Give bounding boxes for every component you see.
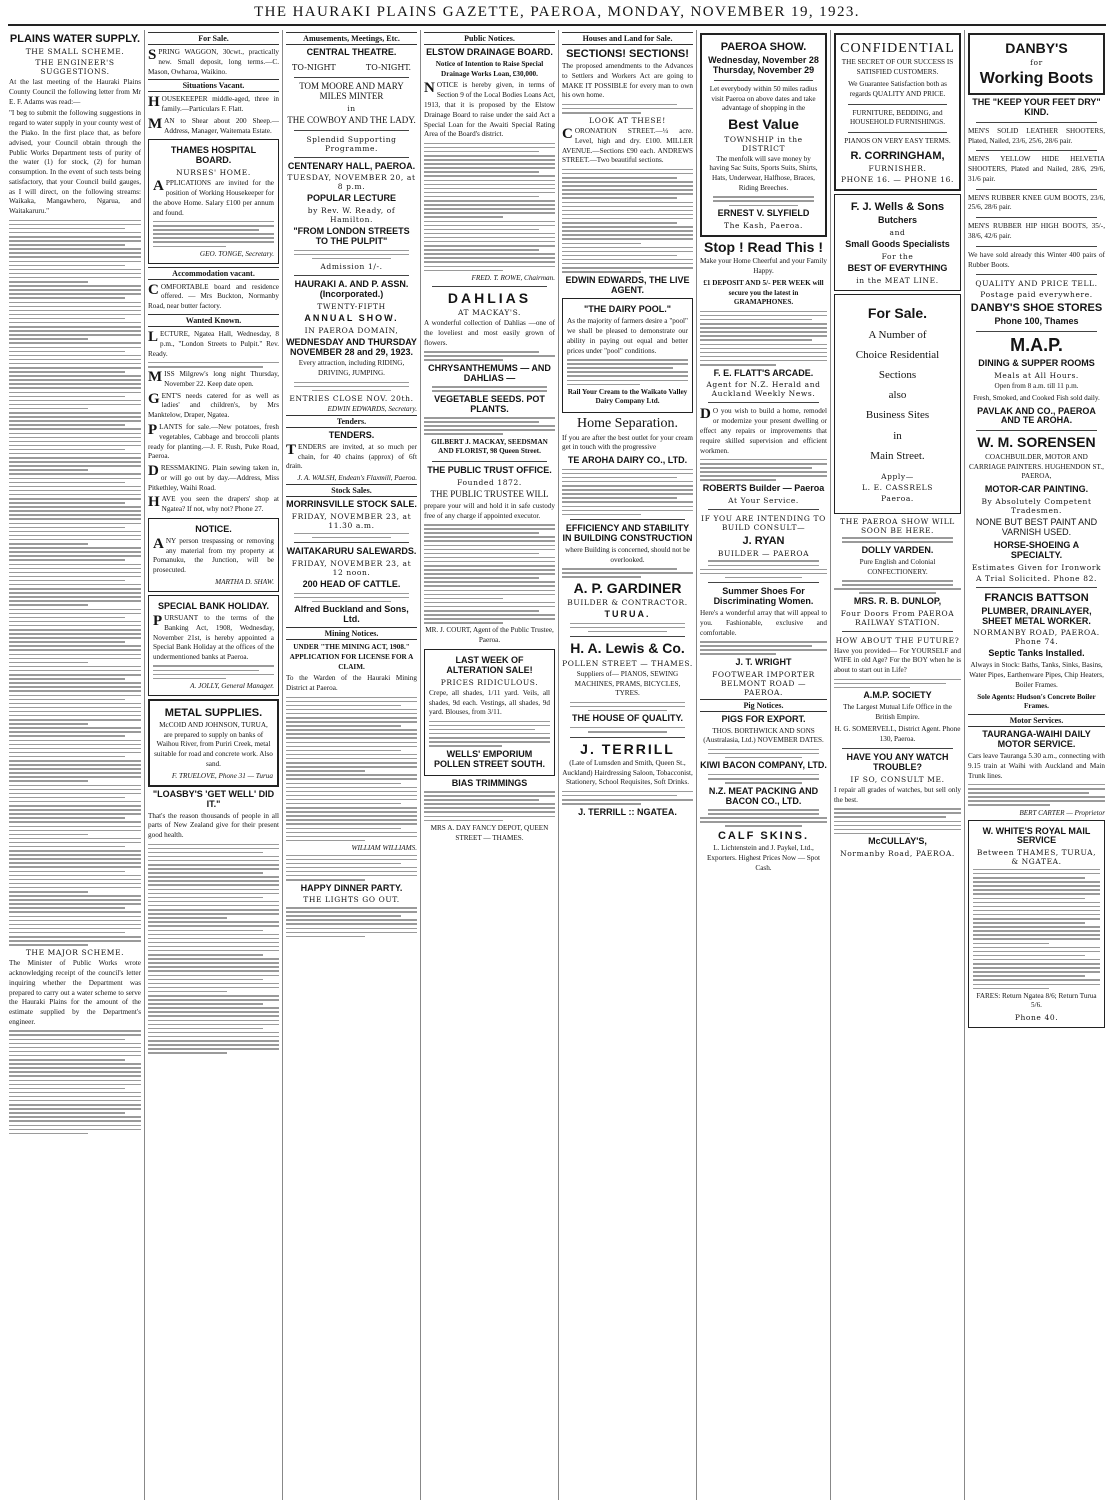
article-paragraph: The Minister of Public Works wrote acknowledging receipt of the council's letter inquiring whether the Department was prepared to carry out a water scheme to serve the Hauraki Plains for the amount of the estimate supplied by the Department's engineer. bbox=[9, 959, 141, 1026]
column-3 bbox=[282, 30, 420, 1500]
roberts-name: ROBERTS Builder — Paeroa bbox=[702, 482, 825, 493]
ad-town: Paeroa. bbox=[881, 493, 914, 503]
mackay-signature: GILBERT J. MACKAY, SEEDSMAN AND FLORIST, 98 Queen Street. bbox=[431, 437, 548, 456]
paeroa-show-ad bbox=[700, 33, 827, 237]
shoes-text: Here's a wonderful array that will appeal to you. Fashionable, exclusive and comfortable. bbox=[700, 609, 827, 637]
home-separation-title: Home Separation. bbox=[576, 416, 679, 432]
ad-line: Business Sites bbox=[865, 409, 930, 422]
lewis-address: POLLEN STREET — THAMES. bbox=[562, 658, 693, 668]
battson-address: NORMANBY ROAD, PAEROA. Phone 74. bbox=[973, 628, 1100, 647]
masthead: THE HAURAKI PLAINS GAZETTE, PAEROA, MONDAY, NOVEMBER 19, 1923. bbox=[254, 4, 860, 20]
ad-text: The menfolk will save money by having Sac Suits, Sports Suits, Shirts, Hats, Underwear, Halfhose, Braces, Riding Breeches. bbox=[709, 154, 818, 192]
show-soon: THE PAEROA SHOW WILL SOON BE HERE. bbox=[840, 516, 955, 535]
aroha-dairy: TE AROHA DAIRY CO., LTD. bbox=[567, 455, 688, 466]
tenders-text: TENDERS are invited, at so much per chain, for 40 chains (approx) of 6ft drain. bbox=[286, 441, 417, 471]
ad-text: THE SECRET OF OUR SUCCESS IS SATISFIED CUSTOMERS. bbox=[841, 58, 954, 77]
notice-signature: FRED. T. ROWE, Chairman. bbox=[471, 273, 555, 282]
article-paragraph: That's the reason thousands of people in all parts of New Zealand give for their present good health. bbox=[148, 811, 279, 840]
sole-agents: Sole Agents: Hudson's Concrete Boiler Frames. bbox=[977, 692, 1096, 711]
ad-title: CONFIDENTIAL bbox=[840, 41, 955, 56]
sections-look: LOOK AT THESE! bbox=[589, 116, 666, 126]
ad-signature: Rail Your Cream to the Waikato Valley Dairy Company Ltd. bbox=[567, 387, 688, 406]
classified-ad: MAN to Shear about 200 Sheep.—Address, Manager, Waitemata Estate. bbox=[148, 115, 279, 135]
article-title: "LOASBY'S 'GET WELL' DID IT." bbox=[152, 788, 275, 809]
vegetable-seeds: VEGETABLE SEEDS. POT PLANTS. bbox=[434, 393, 545, 414]
boots-sold: We have sold already this Winter 400 pairs of Rubber Boots. bbox=[968, 250, 1105, 269]
notice-signature: GEO. TONGE, Secretary. bbox=[199, 249, 274, 258]
pigs-title: PIGS FOR EXPORT. bbox=[721, 713, 806, 724]
tauranga-text: Cars leave Tauranga 5.30 a.m., connecting with 9.15 train at Waihi with Auckland and Main Trunk lines. bbox=[968, 752, 1105, 780]
boots-quality: QUALITY AND PRICE TELL. bbox=[975, 279, 1098, 289]
gardiner-town: TURUA. bbox=[604, 609, 651, 620]
ad-route: Between THAMES, TURUA, & NGATEA. bbox=[976, 848, 1097, 867]
cassrels-ad bbox=[834, 294, 961, 514]
amp-text: The Largest Mutual Life Office in the British Empire. bbox=[843, 703, 952, 721]
ad-date: Wednesday, November 28 Thursday, November 29 bbox=[708, 55, 819, 75]
wells-ad bbox=[834, 194, 961, 291]
lecture-title: POPULAR LECTURE bbox=[306, 193, 396, 204]
ad-text: As the majority of farmers desire a "pool" we shall be pleased to demonstrate our ability in paying out equal and better prices under "pool" conditions. bbox=[567, 317, 688, 355]
mccullay-name: McCULLAY'S, bbox=[868, 836, 927, 847]
roberts-sub: At Your Service. bbox=[728, 495, 799, 505]
shoes-title: Summer Shoes For Discriminating Women. bbox=[713, 586, 814, 607]
sections-list: CORONATION STREET.—¼ acre. Level, high and dry. £100. MILLER AVENUE.—Sections £90 each. ANDREWS STREET.—Two beautiful sections. bbox=[562, 126, 693, 165]
column-6 bbox=[696, 30, 830, 1500]
ad-trade: FURNISHER. bbox=[868, 163, 927, 173]
stock-sale-date: FRIDAY, NOVEMBER 23, at 11.30 a.m. bbox=[291, 512, 412, 531]
section-header: Accommodation vacant. bbox=[148, 267, 279, 280]
home-separation-text: If you are after the best outlet for your cream get in touch with the progressive bbox=[562, 433, 693, 452]
map-dining: DINING & SUPPER ROOMS bbox=[978, 358, 1095, 369]
map-fish: Fresh, Smoked, and Cooked Fish sold daily. bbox=[973, 393, 1100, 402]
battson-name: FRANCIS BATTSON bbox=[984, 591, 1089, 604]
classified-ad: COMFORTABLE board and residence offered. — Mrs Buckton, Normanby Road, near butter factory. bbox=[148, 281, 279, 311]
gramophone-offer: £1 DEPOSIT AND 5/- PER WEEK will secure you the latest in GRAMAPHONES. bbox=[703, 278, 824, 307]
tauranga-service: TAURANGA-WAIHI DAILY MOTOR SERVICE. bbox=[982, 729, 1091, 750]
trust-signature: MR. J. COURT, Agent of the Public Trustee, Paeroa. bbox=[425, 626, 554, 645]
notice-text: NOTICE is hereby given, in terms of Section 9 of the Local Bodies Loans Act, 1913, that it is proposed by the Elstow Drainage Board to raise under the said Act a Special Loan for the Awaiti Special Rating Area of the Board's district. bbox=[424, 80, 556, 139]
ad-company: R. CORRINGHAM, bbox=[850, 149, 945, 162]
ryan-name: J. RYAN bbox=[742, 534, 785, 547]
show-location: IN PAEROA DOMAIN, bbox=[304, 325, 399, 335]
dunlop-name: MRS. R. B. DUNLOP, bbox=[853, 595, 942, 606]
show-date: WEDNESDAY AND THURSDAY NOVEMBER 28 and 29, 1923. bbox=[286, 336, 417, 357]
article-title: PLAINS WATER SUPPLY. bbox=[9, 33, 141, 45]
stock-sale: MORRINSVILLE STOCK SALE. bbox=[286, 499, 417, 510]
ad-text: McCOID AND JOHNSON, TURUA, are prepared to supply on banks of Waihou River, from Puriri Creek, metal suitable for road and concrete work. Also sand. bbox=[154, 720, 273, 769]
alteration-sale-ad bbox=[424, 649, 555, 776]
article-subtitle: THE MAJOR SCHEME. bbox=[25, 948, 125, 958]
stock-cattle: 200 HEAD OF CATTLE. bbox=[302, 579, 401, 590]
motor-painting: MOTOR-CAR PAINTING. bbox=[984, 484, 1089, 495]
notice-subtitle: NURSES' HOME. bbox=[176, 168, 251, 178]
section-header: Pig Notices. bbox=[700, 699, 827, 712]
admission: Admission 1/-. bbox=[320, 262, 383, 271]
ad-agent: L. E. CASSRELS bbox=[862, 482, 933, 492]
ad-apply: Apply— bbox=[881, 471, 914, 481]
ad-title: PAEROA SHOW. bbox=[720, 41, 807, 53]
sections-agent: EDWIN EDWARDS, THE LIVE AGENT. bbox=[565, 274, 690, 295]
theatre-name: CENTRAL THEATRE. bbox=[306, 47, 397, 57]
section-header: Wanted Known. bbox=[148, 314, 279, 327]
ad-title: W. WHITE'S ROYAL MAIL SERVICE bbox=[982, 825, 1091, 846]
lewis-text: Suppliers of— PIANOS, SEWING MACHINES, PRAMS, BICYCLES, TYRES. bbox=[574, 669, 681, 698]
wright-sub: FOOTWEAR IMPORTER BELMONT ROAD — PAEROA. bbox=[712, 669, 815, 697]
notice-title: NOTICE. bbox=[195, 524, 232, 535]
article-subtitle: THE SMALL SCHEME. bbox=[25, 47, 125, 57]
dunlop-location: Four Doors From PAEROA RAILWAY STATION. bbox=[840, 608, 955, 627]
section-header: Stock Sales. bbox=[286, 484, 417, 497]
future-title: HOW ABOUT THE FUTURE? bbox=[835, 635, 960, 645]
dahlias-title: DAHLIAS bbox=[447, 289, 532, 306]
column-2 bbox=[144, 30, 282, 1500]
ad-title: LAST WEEK OF ALTERATION SALE! bbox=[446, 654, 533, 675]
ad-and: and bbox=[889, 227, 906, 237]
lewis-name: H. A. Lewis & Co. bbox=[570, 640, 685, 657]
gardiner-sub: BUILDER & CONTRACTOR. bbox=[567, 598, 688, 608]
stop-text: Make your Home Cheerful and your Family Happy. bbox=[700, 257, 827, 276]
mining-heading: UNDER "THE MINING ACT, 1908." APPLICATION FOR LICENSE FOR A CLAIM. bbox=[289, 643, 414, 671]
sections-title: SECTIONS! SECTIONS! bbox=[566, 48, 689, 60]
gardiner-name: A. P. GARDINER bbox=[573, 579, 682, 596]
show-signature: EDWIN EDWARDS, Secretary. bbox=[327, 404, 417, 413]
trial: A Trial Solicited. Phone 82. bbox=[976, 573, 1097, 583]
trust-founded: Founded 1872. bbox=[457, 478, 522, 488]
show-number: TWENTY-FIFTH bbox=[317, 301, 386, 311]
ad-phone: PHONE 16. — PHONE 16. bbox=[840, 174, 955, 184]
terrill-signature: J. TERRILL :: NGATEA. bbox=[578, 806, 677, 817]
ryan-text: IF YOU ARE INTENDING TO BUILD CONSULT— bbox=[701, 513, 826, 532]
ad-meat: in the MEAT LINE. bbox=[856, 275, 939, 285]
show-events: Every attraction, including RIDING, DRIVING, JUMPING. bbox=[298, 359, 405, 378]
lewis-quality: THE HOUSE OF QUALITY. bbox=[571, 713, 683, 724]
ad-title: For Sale. bbox=[867, 304, 928, 321]
notice-subtitle: Notice of Intention to Raise Special Drainage Works Loan, £30,000. bbox=[435, 59, 544, 78]
estimates: Estimates Given for Ironwork bbox=[971, 562, 1102, 572]
section-header: Mining Notices. bbox=[286, 627, 417, 640]
column-8 bbox=[964, 30, 1108, 1500]
ad-title: METAL SUPPLIES. bbox=[164, 706, 263, 719]
notice-title: SPECIAL BANK HOLIDAY. bbox=[157, 601, 270, 612]
mining-signature: WILLIAM WILLIAMS. bbox=[351, 843, 417, 852]
hall-name: CENTENARY HALL, PAEROA. bbox=[287, 160, 416, 171]
classified-ad: PLANTS for sale.—New potatoes, fresh vegetables, Cabbage and broccoli plants ready for planting.—J. F. Rush, Puke Road, Paeroa. bbox=[148, 422, 279, 461]
amp-agent: H. G. SOMERVELL, District Agent. Phone 130, Paeroa. bbox=[834, 724, 961, 743]
show-entries: ENTRIES CLOSE NOV. 20th. bbox=[289, 393, 414, 403]
ad-text: We Guarantee Satisfaction both as regards QUALITY AND PRICE. bbox=[848, 79, 947, 98]
column-5 bbox=[558, 30, 696, 1500]
nz-meat: N.Z. MEAT PACKING AND BACON CO., LTD. bbox=[708, 785, 819, 806]
notice-signature: A. JOLLY, General Manager. bbox=[190, 681, 274, 690]
notice-text: APPLICATIONS are invited for the position of Working Housekeeper for the above Home. Salary £100 per annum and found. bbox=[153, 178, 274, 217]
map-meals: Meals at All Hours. bbox=[994, 371, 1079, 381]
shoe-stores: DANBY'S SHOE STORES bbox=[970, 302, 1103, 315]
ad-trade: Small Goods Specialists bbox=[845, 238, 950, 249]
ad-company: F. J. Wells & Sons bbox=[850, 200, 945, 213]
article-subtitle: THE ENGINEER'S SUGGESTIONS. bbox=[35, 58, 115, 77]
dolly-varden: DOLLY VARDEN. bbox=[861, 544, 934, 555]
ad-highlight: Working Boots bbox=[979, 70, 1094, 88]
chrysanthemums: CHRYSANTHEMUMS — AND DAHLIAS — bbox=[428, 362, 551, 383]
trust-trustee: THE PUBLIC TRUSTEE WILL bbox=[430, 489, 549, 500]
assn-name: HAURAKI A. AND P. ASSN. (Incorporated.) bbox=[294, 279, 409, 299]
stock-sale: WAITAKARURU SALEWARDS. bbox=[286, 546, 417, 557]
notice-title: THAMES HOSPITAL BOARD. bbox=[170, 145, 257, 166]
ad-text: PIANOS ON VERY EASY TERMS. bbox=[844, 137, 951, 146]
show-title: ANNUAL SHOW. bbox=[304, 312, 399, 323]
classified-ad: HOUSEKEEPER middle-aged, three in family.—Particulars F. Flatt. bbox=[148, 94, 279, 114]
bias-signature: MRS A. DAY FANCY DEPOT, QUEEN STREET — THAMES. bbox=[430, 823, 549, 842]
notice-signature: MARTHA D. SHAW. bbox=[215, 578, 274, 587]
ad-for: For the bbox=[881, 251, 914, 261]
ad-text: Crepe, all shades, 1/11 yard. Veils, all shades, 9d each. Vestings, all shades, 9d yard. Blouses, from 3/11. bbox=[429, 688, 550, 717]
stock-list: Always in Stock: Baths, Tanks, Sinks, Basins, Water Pipes, Earthenware Pipes, Chip Heaters, Boiler Frames. bbox=[969, 661, 1104, 689]
tenders-signature: J. A. WALSH, Endean's Flaxmill, Paeroa. bbox=[297, 474, 417, 483]
article-paragraph: "I beg to submit the following suggestions in regard to water supply in your county west of the Piako. In the first place that, as before advised, your Council obtain through the Public Works Department tests of purity of the water (1) for stock, (2) for human consumption. In the event of such tests being satisfactory, that your Council build gauges, as I will direct, on the following streams: Waikaka, Mangawhero, Ngarua, and Waitakaruru." bbox=[9, 109, 141, 216]
ad-trade: Butchers bbox=[877, 215, 917, 226]
watch-text: I repair all grades of watches, but sell only the best. bbox=[834, 786, 961, 804]
flatt-arcade: F. E. FLATT'S ARCADE. bbox=[713, 367, 814, 378]
section-header: Tenders. bbox=[286, 415, 417, 428]
film-support: Splendid Supporting Programme. bbox=[306, 134, 397, 153]
corringham-ad bbox=[834, 33, 961, 191]
metal-supplies-ad bbox=[148, 699, 279, 787]
dahlias-text: A wonderful collection of Dahlias —one of the loveliest and most easily grown of flowers. bbox=[424, 319, 555, 347]
amp-society: A.M.P. SOCIETY bbox=[863, 690, 932, 701]
sorensen-name: W. M. SORENSEN bbox=[977, 434, 1096, 451]
flatt-agent: Agent for N.Z. Herald and Auckland Weekly News. bbox=[706, 380, 821, 399]
film-title: THE COWBOY AND THE LADY. bbox=[287, 114, 416, 125]
ad-line: A Number of bbox=[868, 329, 927, 342]
section-header: Motor Services. bbox=[968, 714, 1105, 727]
terrill-name: J. TERRILL bbox=[580, 740, 675, 757]
notice-text: ANY person trespassing or removing any material from my property at Pomanuku, the Junction, will be prosecuted. bbox=[153, 535, 274, 575]
bank-holiday-notice bbox=[148, 595, 279, 696]
dairy-pool-ad bbox=[562, 298, 693, 413]
map-title: M.A.P. bbox=[1010, 335, 1063, 356]
mccullay-address: Normanby Road, PAEROA. bbox=[840, 849, 955, 859]
lecture-by: by Rev. W. Ready, of Hamilton. bbox=[307, 206, 396, 225]
ad-best: BEST OF EVERYTHING bbox=[847, 262, 948, 273]
ad-title: "THE DAIRY POOL." bbox=[583, 304, 672, 315]
wright-name: J. T. WRIGHT bbox=[735, 656, 792, 667]
efficiency-title: EFFICIENCY AND STABILITY IN BUILDING CONSTRUCTION bbox=[562, 523, 693, 544]
ad-line: Choice Residential bbox=[855, 349, 940, 362]
boot-item: MEN'S RUBBER KNEE GUM BOOTS, 23/6, 25/6, 28/6 pair. bbox=[968, 193, 1105, 212]
lecture-subject: "FROM LONDON STREETS TO THE PULPIT" bbox=[293, 226, 410, 247]
septic-tanks: Septic Tanks Installed. bbox=[988, 648, 1085, 659]
calf-text: L. Lichtenstein and J. Paykel, Ltd., Exporters. Highest Prices Now — Spot Cash. bbox=[707, 843, 820, 872]
ad-signature: F. TRUELOVE, Phone 31 — Turua bbox=[171, 771, 273, 780]
stock-auctioneer: Alfred Buckland and Sons, Ltd. bbox=[294, 604, 409, 625]
section-header: For Sale. bbox=[148, 32, 279, 45]
watch-consult: IF SO, CONSULT ME. bbox=[850, 775, 945, 785]
mining-to: To the Warden of the Hauraki Mining District at Paeroa. bbox=[286, 674, 417, 693]
kiwi-bacon: KIWI BACON COMPANY, LTD. bbox=[700, 760, 827, 771]
film-stars: TOM MOORE AND MARY MILES MINTER bbox=[299, 80, 404, 101]
hall-date: TUESDAY, NOVEMBER 20, at 8 p.m. bbox=[287, 173, 416, 192]
ad-store: WELLS' EMPORIUM POLLEN STREET SOUTH. bbox=[433, 748, 545, 769]
tonight-label: TO-NIGHT bbox=[292, 62, 336, 72]
terrill-text: (Late of Lumsden and Smith, Queen St., Auckland) Hairdressing Saloon, Tobacconist, Stationery, School Requisites, Soft Drinks. bbox=[562, 758, 693, 787]
masthead-rule bbox=[8, 24, 1106, 26]
stop-title: Stop ! Read This ! bbox=[704, 238, 823, 255]
danby-ad bbox=[968, 33, 1105, 95]
ad-line: in bbox=[893, 429, 902, 442]
ad-line: also bbox=[888, 389, 907, 402]
calf-skins: CALF SKINS. bbox=[717, 829, 810, 842]
article-paragraph: At the last meeting of the Hauraki Plains County Council the following letter from Mr E. F. Adams was read:— bbox=[9, 78, 141, 106]
boot-item: MEN'S RUBBER HIP HIGH BOOTS, 35/-, 38/6, 42/6 pair. bbox=[968, 222, 1105, 241]
classified-ad: GENT'S needs catered for as well as ladies' and children's, by Mrs Manktelow, Draper, Ngatea. bbox=[148, 390, 279, 420]
boots-postage: Postage paid everywhere. bbox=[980, 290, 1093, 300]
ad-subtitle: TOWNSHIP in the DISTRICT bbox=[724, 134, 803, 153]
tonight-row bbox=[292, 63, 411, 72]
pigs-text: THOS. BORTHWICK AND SONS (Australasia, Ltd.) NOVEMBER DATES. bbox=[703, 726, 824, 745]
notice-text: PURSUANT to the terms of the Banking Act, 1908, Wednesday, November 21st, is hereby appointed a Special Bank Holiday at the offices of the undermentioned banks at Paeroa. bbox=[153, 612, 274, 662]
ad-text: FURNITURE, BEDDING, and HOUSEHOLD FURNISHINGS. bbox=[849, 108, 946, 127]
section-header: Situations Vacant. bbox=[148, 79, 279, 92]
ad-line: Sections bbox=[878, 369, 917, 382]
paint-note: NONE BUT BEST PAINT AND VARNISH USED. bbox=[975, 517, 1098, 537]
trust-title: THE PUBLIC TRUST OFFICE. bbox=[427, 465, 552, 476]
classified-ad: LECTURE, Ngatea Hall, Wednesday, 8 p.m., "London Streets to Pulpit." Rev. Ready. bbox=[148, 328, 279, 358]
ryan-sub: BUILDER — PAEROA bbox=[717, 548, 810, 558]
film-in: in bbox=[347, 103, 356, 113]
boot-item: MEN'S YELLOW HIDE HELVETIA SHOOTERS, Plated and Nailed, 28/6, 29/6, 31/6 pair. bbox=[968, 155, 1105, 183]
classified-ad: HAVE you seen the drapers' shop at Ngatea? If not, why not? Phone 27. bbox=[148, 494, 279, 514]
map-open: Open from 8 a.m. till 11 p.m. bbox=[994, 382, 1079, 391]
article-title: HAPPY DINNER PARTY. bbox=[300, 882, 403, 893]
tonight-label: TO-NIGHT. bbox=[365, 62, 411, 72]
tauranga-proprietor: BERT CARTER — Proprietor bbox=[1019, 808, 1105, 817]
column-1 bbox=[6, 30, 144, 1500]
bias-title: BIAS TRIMMINGS bbox=[451, 777, 528, 788]
column-7 bbox=[830, 30, 964, 1500]
sections-text: The proposed amendments to the Advances to Settlers and Workers Act are going to MAKE IT POSSIBLE for every man to own his own home. bbox=[562, 62, 693, 100]
classified-ad: SPRING WAGGON, 30cwt., practically new. Small deposit, long terms.—C. Mason, Owharoa, Waikino. bbox=[148, 47, 279, 76]
ad-phone: Phone 40. bbox=[1014, 1013, 1059, 1023]
future-text: Have you provided— For YOURSELF and WIFE in old Age? For the BOY when he is about to start out in Life? bbox=[834, 646, 961, 675]
confectionery: Pure English and Colonial CONFECTIONERY. bbox=[859, 557, 936, 576]
ad-subtitle: PRICES RIDICULOUS. bbox=[440, 677, 539, 687]
battson-trade: PLUMBER, DRAINLAYER, SHEET METAL WORKER. bbox=[981, 605, 1092, 626]
ad-line: Main Street. bbox=[870, 449, 925, 462]
ad-fares: FARES: Return Ngatea 8/6; Return Turua 5/6. bbox=[976, 991, 1097, 1010]
efficiency-text: where Building is concerned, should not be overlooked. bbox=[565, 546, 690, 564]
boots-kind: THE "KEEP YOUR FEET DRY" KIND. bbox=[972, 96, 1101, 117]
classified-ad: MISS Milgrew's long night Thursday, November 22. Keep date open. bbox=[148, 369, 279, 388]
boot-item: MEN'S SOLID LEATHER SHOOTERS, Plated, Nailed, 23/6, 25/6, 28/6 pair. bbox=[968, 126, 1105, 145]
section-header: Amusements, Meetings, Etc. bbox=[286, 32, 417, 45]
map-owner: PAVLAK AND CO., PAEROA AND TE AROHA. bbox=[977, 405, 1096, 426]
dahlias-subtitle: AT MACKAY'S. bbox=[457, 308, 522, 318]
ad-signature: ERNEST V. SLYFIELD bbox=[717, 208, 810, 219]
watch-title: HAVE YOU ANY WATCH TROUBLE? bbox=[846, 752, 949, 773]
hospital-notice bbox=[148, 139, 279, 263]
section-header: Houses and Land for Sale. bbox=[562, 32, 693, 45]
stock-sale-date: FRIDAY, NOVEMBER 23, at 12 noon. bbox=[291, 559, 412, 578]
ad-address: The Kash, Paeroa. bbox=[724, 220, 803, 230]
notice-box bbox=[148, 518, 279, 592]
sorensen-sub: COACHBUILDER, MOTOR AND CARRIAGE PAINTERS. HUGHENDON ST., PAEROA, bbox=[969, 452, 1104, 481]
trust-text: prepare your will and hold it in safe custody free of any charge if appointed executor. bbox=[424, 501, 555, 520]
shoe-phone: Phone 100, Thames bbox=[994, 316, 1079, 327]
ad-title: DANBY'S bbox=[1005, 40, 1068, 56]
ad-highlight: Best Value bbox=[728, 116, 799, 133]
horse-shoeing: HORSE-SHOEING A SPECIALTY. bbox=[993, 539, 1080, 560]
motor-tradesmen: By Absolutely Competent Tradesmen. bbox=[981, 497, 1092, 515]
tenders-title: TENDERS. bbox=[328, 429, 375, 440]
roberts-text: DO you wish to build a home, remodel or modernize your present dwelling or effect any repairs or improvements that require skilled supervision and efficient workmen. bbox=[700, 406, 827, 455]
white-mail-ad bbox=[968, 820, 1105, 1029]
column-4 bbox=[420, 30, 558, 1500]
article-subtitle: THE LIGHTS GO OUT. bbox=[303, 895, 400, 905]
ad-text: Let everybody within 50 miles radius visit Paeroa on above dates and take advantage of shopping in the bbox=[709, 84, 818, 113]
classified-ad: DRESSMAKING. Plain sewing taken in, or will go out by day.—Address, Miss Pitkethley, Waihi Road. bbox=[148, 463, 279, 492]
ad-for: for bbox=[1030, 58, 1043, 68]
notice-title: ELSTOW DRAINAGE BOARD. bbox=[426, 47, 553, 57]
section-header: Public Notices. bbox=[424, 32, 555, 45]
